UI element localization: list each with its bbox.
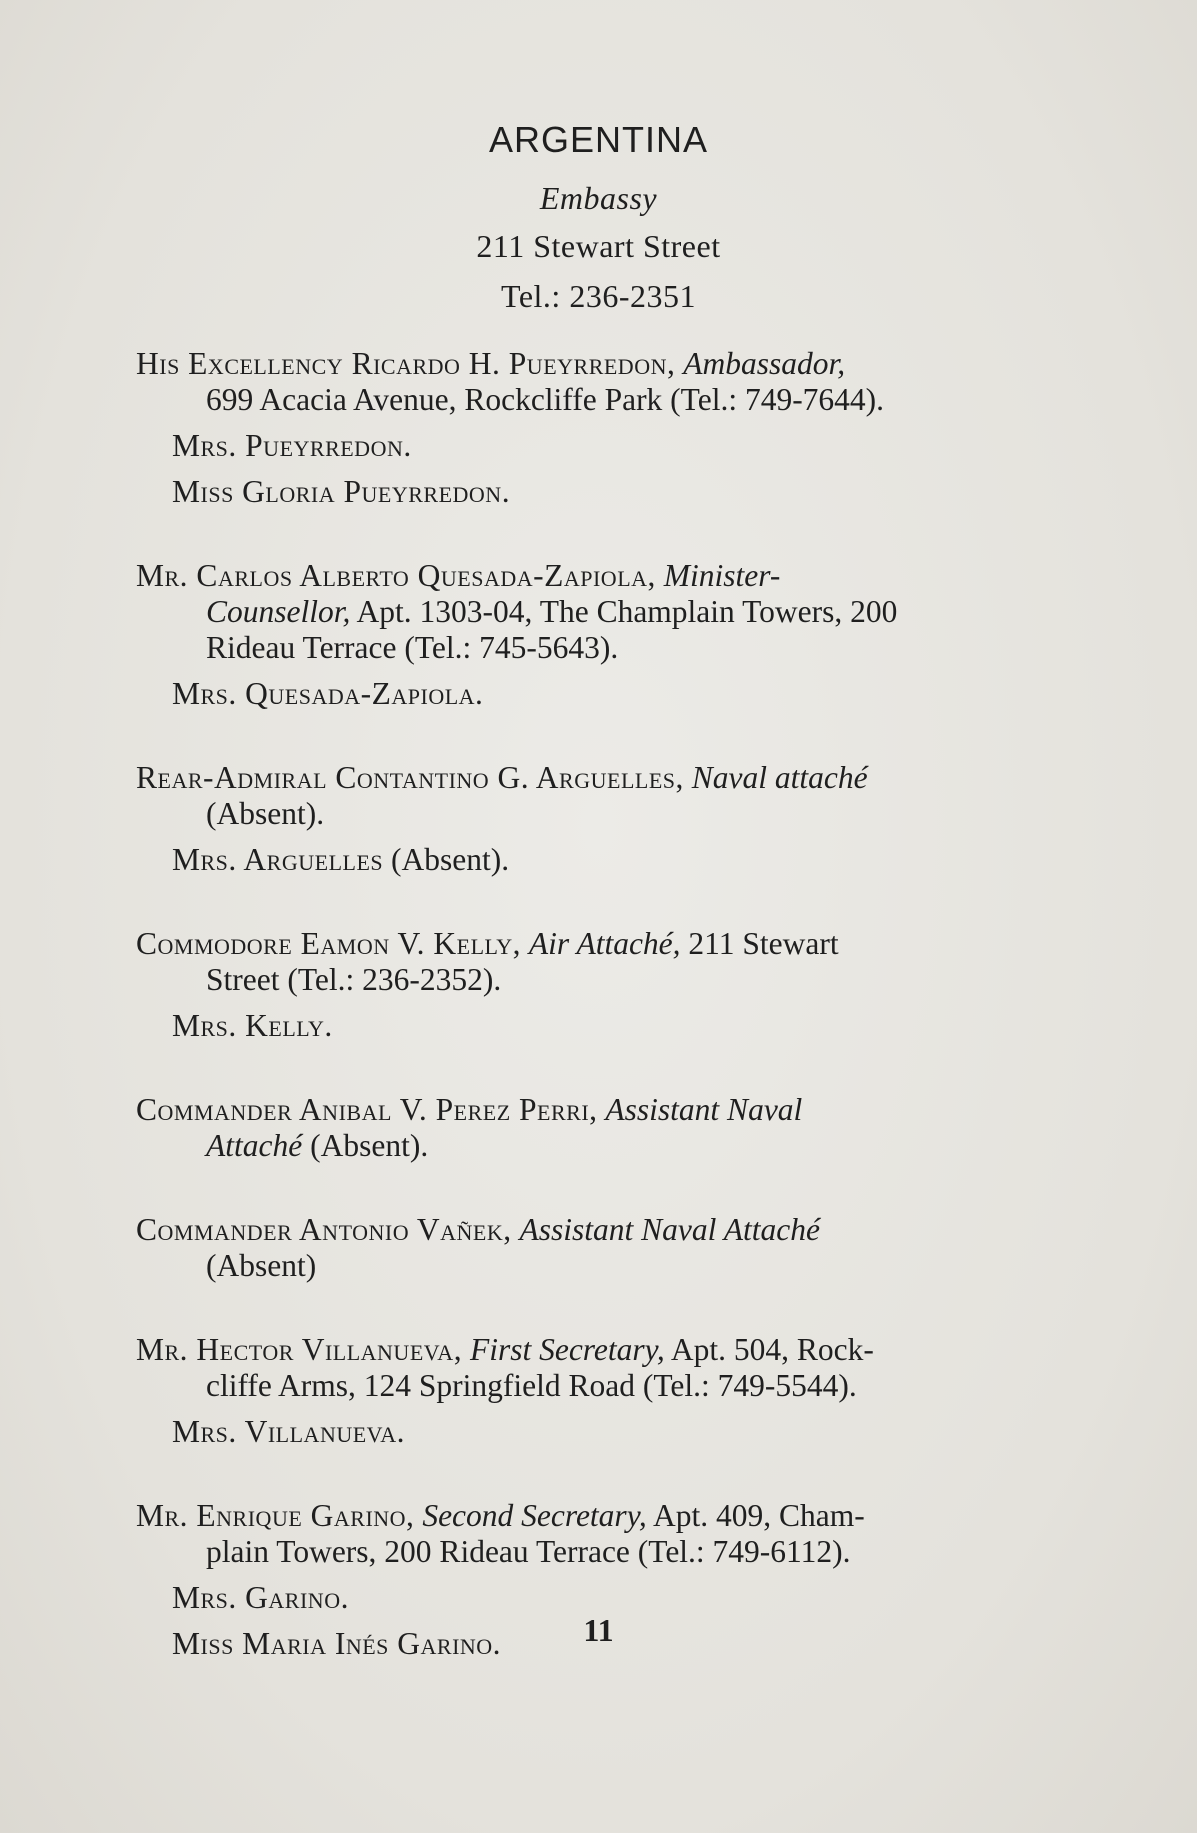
staff-entry-assistant-naval-attache-2 [136,1212,1056,1312]
staff-name: Mr. Hector Villanueva, [136,1332,463,1367]
staff-address: 699 Acacia Avenue, Rockcliffe Park (Tel.: 749-7644). [206,382,885,417]
staff-status: (Absent). [310,1128,429,1163]
staff-status: (Absent) [206,1248,317,1283]
staff-title: First Secretary, [469,1332,665,1367]
spouse-name: Mrs. Villanueva. [172,1414,405,1449]
entry-line [136,1092,1056,1128]
mission-address: 211 Stewart Street [476,228,721,264]
entry-line [136,346,1056,382]
page-number: 11 [583,1612,614,1648]
staff-name: Commodore Eamon V. Kelly, [136,926,522,961]
staff-name: Mr. Enrique Garino, [136,1498,415,1533]
country-heading: ARGENTINA [488,119,709,160]
staff-entry-minister-counsellor [136,558,1056,740]
staff-title-continued: Counsellor, [206,594,351,629]
staff-title: Naval attaché [691,760,868,795]
entry-line [136,594,1056,630]
spouse-name: Mrs. Pueyrredon. [172,428,412,463]
staff-address: Apt. 1303-04, The Champlain Towers, 200 [356,594,898,629]
staff-address-continued: Rideau Terrace (Tel.: 745-5643). [206,630,619,665]
staff-name: Mr. Carlos Alberto Quesada-Zapiola, [136,558,656,593]
staff-address-continued: cliffe Arms, 124 Springfield Road (Tel.: 749-5544). [206,1368,857,1403]
staff-name: Rear-Admiral Contantino G. Arguelles, [136,760,684,795]
staff-title: Minister- [663,558,781,593]
staff-entry-first-secretary [136,1332,1056,1478]
staff-title-continued: Attaché [206,1128,303,1163]
entry-line [136,842,1056,878]
staff-title: Assistant Naval Attaché [519,1212,820,1247]
staff-status: (Absent). [206,796,325,831]
family-member-name: Miss Gloria Pueyrredon. [172,474,511,509]
staff-title: Ambassador, [683,346,846,381]
staff-address: 211 Stewart [688,926,839,961]
entry-line [136,558,1056,594]
spouse-name: Mrs. Garino. [172,1580,349,1615]
spouse-name: Mrs. Kelly. [172,1008,333,1043]
spouse-name: Mrs. Arguelles [172,842,384,877]
staff-entry-air-attache [136,926,1056,1072]
entry-line [136,1332,1056,1368]
staff-name: Commander Anibal V. Perez Perri, [136,1092,598,1127]
mission-telephone: Tel.: 236-2351 [501,278,696,314]
mission-type: Embassy [539,180,658,216]
staff-title: Air Attaché, [528,926,681,961]
family-member-name: Miss Maria Inés Garino. [172,1626,502,1661]
staff-address-continued: Street (Tel.: 236-2352). [206,962,502,997]
staff-name: His Excellency Ricardo H. Pueyrredon, [136,346,676,381]
entry-line [136,1498,1056,1534]
staff-address: Apt. 504, Rock- [670,1332,874,1367]
staff-title: Second Secretary, [422,1498,647,1533]
staff-name: Commander Antonio Vañek, [136,1212,512,1247]
spouse-name: Mrs. Quesada-Zapiola. [172,676,484,711]
entry-line [136,926,1056,962]
staff-title: Assistant Naval [605,1092,803,1127]
entry-line [136,760,1056,796]
staff-list [136,346,1056,1682]
entry-line [136,1128,1056,1164]
staff-entry-naval-attache [136,760,1056,906]
staff-address-continued: plain Towers, 200 Rideau Terrace (Tel.: 749-6112). [206,1534,851,1569]
staff-entry-assistant-naval-attache-1 [136,1092,1056,1192]
staff-entry-ambassador [136,346,1056,538]
entry-line [136,1212,1056,1248]
spouse-status: (Absent). [391,842,510,877]
staff-address: Apt. 409, Cham- [652,1498,865,1533]
